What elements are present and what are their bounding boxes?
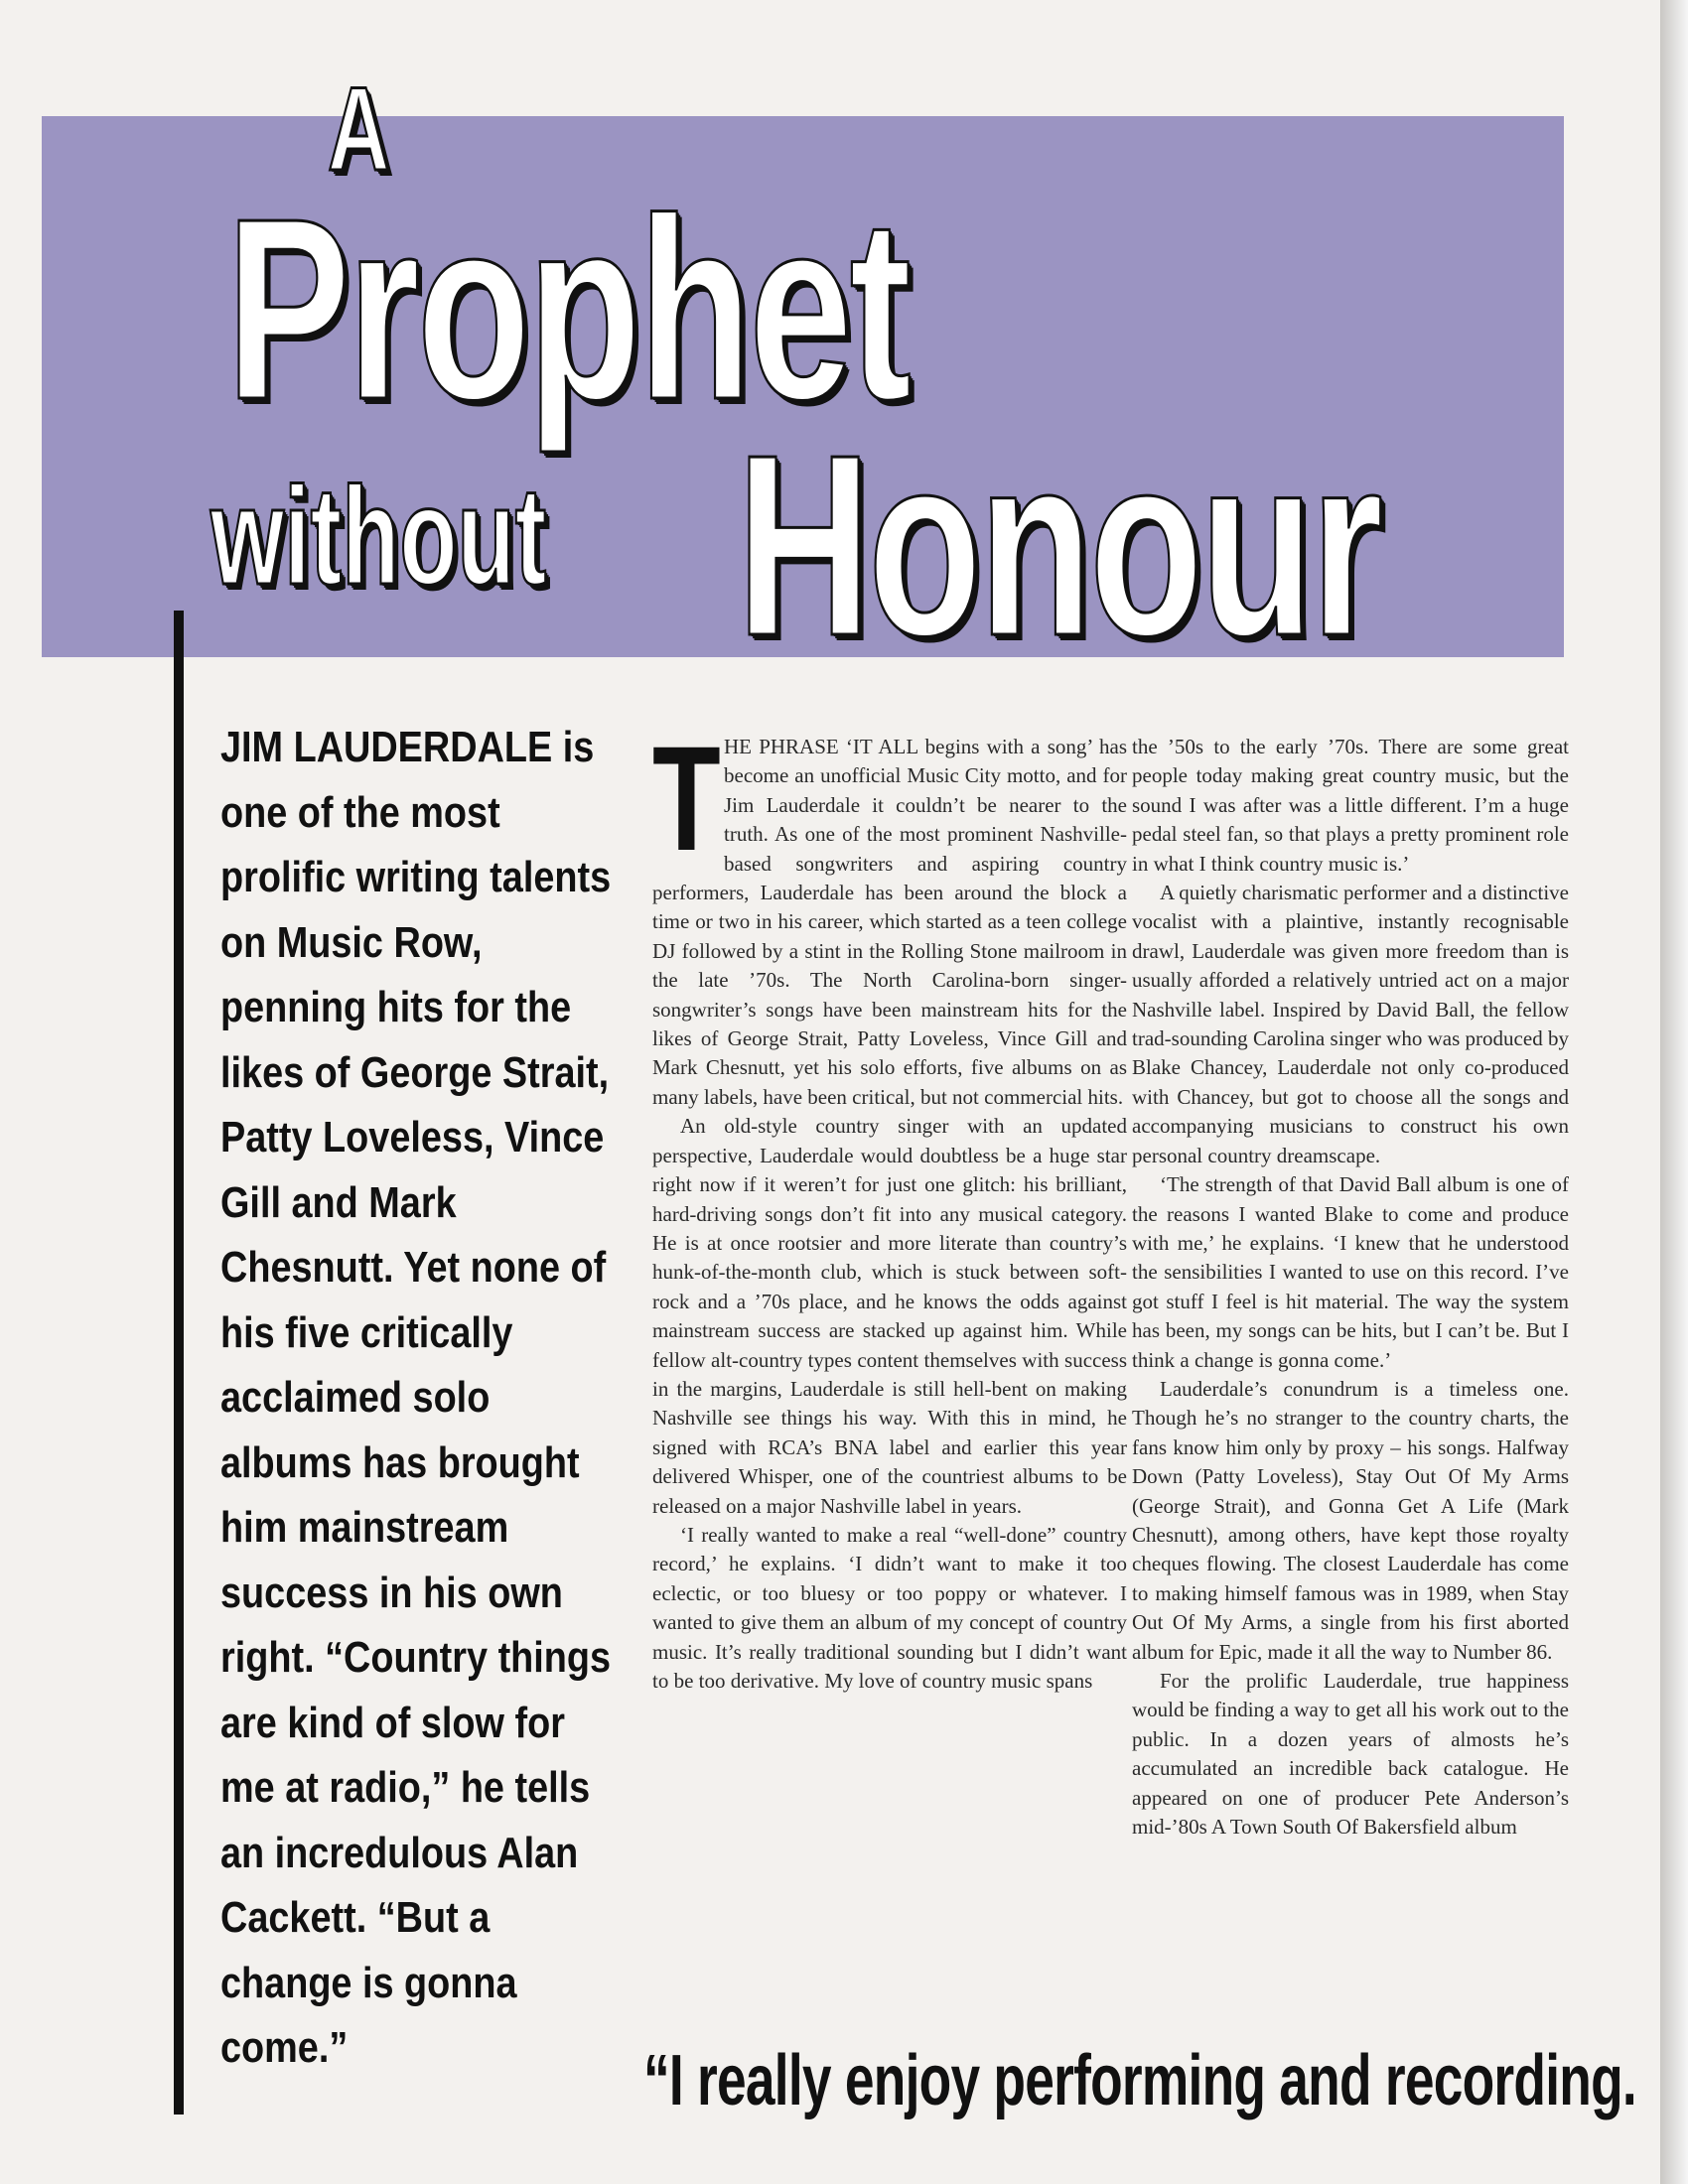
headline-word-a: A — [328, 63, 390, 196]
article-paragraph: For the prolific Lauderdale, true happiness would be finding a way to get all his work out to the public. In a dozen years of almosts he’s accumulated an incredible back catalogue. He appeared on one of producer Pete Anderson’s mid-’80s A Town South Of Bakersfield album — [1132, 1669, 1569, 1840]
page-edge-shadow — [1660, 0, 1688, 2184]
article-paragraph: A quietly charismatic performer and a distinctive vocalist with a plaintive, instantly recognisable drawl, Lauderdale was given more freedom than is usually afforded a relatively untried act on a major Nashville label. Inspired by David Ball, the fellow trad-sounding Carolina singer who was produced by Blake Chancey, Lauderdale not only co-produced with Chancey, but got to choose all the songs and accompanying musicians to construct his own personal country dreamscape. — [1132, 881, 1569, 1167]
article-paragraph — [652, 715, 1127, 1112]
article-paragraph: An old-style country singer with an updated perspective, Lauderdale would doubtless be a huge star right now if it weren’t for just one glitch: his brilliant, hard-driving songs don’t fit into any musical category. He is at once rootsier and more literate than country’s hunk-of-the-month club, which is stuck between soft-rock and a ’70s place, and he knows the odds against mainstream success are stacked up against him. While fellow alt-country types content themselves with success in the margins, Lauderdale is still hell-bent on making Nashville see things his way. With this in mind, he signed with RCA’s BNA label and earlier this year delivered Whisper, one of the countriest albums to be released on a major Nashville label in years. — [652, 1114, 1127, 1518]
drop-cap: T — [652, 715, 721, 882]
article-column-2 — [1132, 733, 1569, 1842]
headline-word-without: without — [211, 458, 547, 614]
article-paragraph: Lauderdale’s conundrum is a timeless one. Though he’s no stranger to the country charts, the fans know him only by proxy – his songs. Halfway Down (Patty Loveless), Stay Out Of My Arms (George Strait), and Gonna Get A Life (Mark Chesnutt), among others, have kept those royalty cheques flowing. The closest Lauderdale has come to making himself famous was in 1989, when Stay Out Of My Arms, a single from his first aborted album for Epic, made it all the way to Number 86. — [1132, 1376, 1569, 1664]
headline-word-prophet: Prophet — [226, 166, 910, 454]
article-paragraph: the ’50s to the early ’70s. There are some great people today making great country music, but the sound I was after was a little different. I’m a huge pedal steel fan, so that plays a pretty prominent role in what I think country music is.’ — [1132, 735, 1569, 876]
intro-side-rule — [174, 611, 184, 2115]
article-paragraph: ‘The strength of that David Ball album is one of the reasons I wanted Blake to come and produce with me,’ he explains. ‘I knew that he understood the sensibilities I wanted to use on this record. I’ve got stuff I feel is hit material. The way the system has been, my songs can be hits, but I can’t be. But I think a change is gonna come.’ — [1132, 1172, 1569, 1372]
article-paragraph: ‘I really wanted to make a real “well-done” country record,’ he explains. ‘I didn’t want to make it too eclectic, or too bluesy or too poppy or whatever. I wanted to give them an album of my concept of country music. It’s really traditional sounding but I didn’t want to be too derivative. My love of country music spans — [652, 1522, 1127, 1693]
article-column-1 — [652, 715, 1127, 1696]
pull-quote: “I really enjoy performing and recording. — [643, 2041, 1636, 2120]
headline-word-honour: Honour — [737, 402, 1381, 690]
paragraph-text: HE PHRASE ‘IT ALL begins with a song’ has become an unofficial Music City motto, and for Jim Lauderdale it couldn’t be nearer to the truth. As one of the most prominent Nashville-based songwriters and aspiring country performers, Lauderdale has been around the block a time or two in his career, which started as a teen college DJ followed by a stint in the Rolling Stone mailroom in the late ’70s. The North Carolina-born singer-songwriter’s songs have been mainstream hits for the likes of George Strait, Patty Loveless, Vince Gill and Mark Chesnutt, yet his solo efforts, five albums on as many labels, have been critical, but not commercial hits. — [652, 735, 1127, 1109]
standfirst-intro: JIM LAUDERDALE is one of the most prolific writing talents on Music Row, penning hits for the likes of George Strait, Patty Loveless, Vince Gill and Mark Chesnutt. Yet none of his five critically acclaimed solo albums has brought him mainstream success in his own right. “Country things are kind of slow for me at radio,” he tells an incredulous Alan Cackett. “But a change is gonna come.” — [220, 723, 612, 2072]
